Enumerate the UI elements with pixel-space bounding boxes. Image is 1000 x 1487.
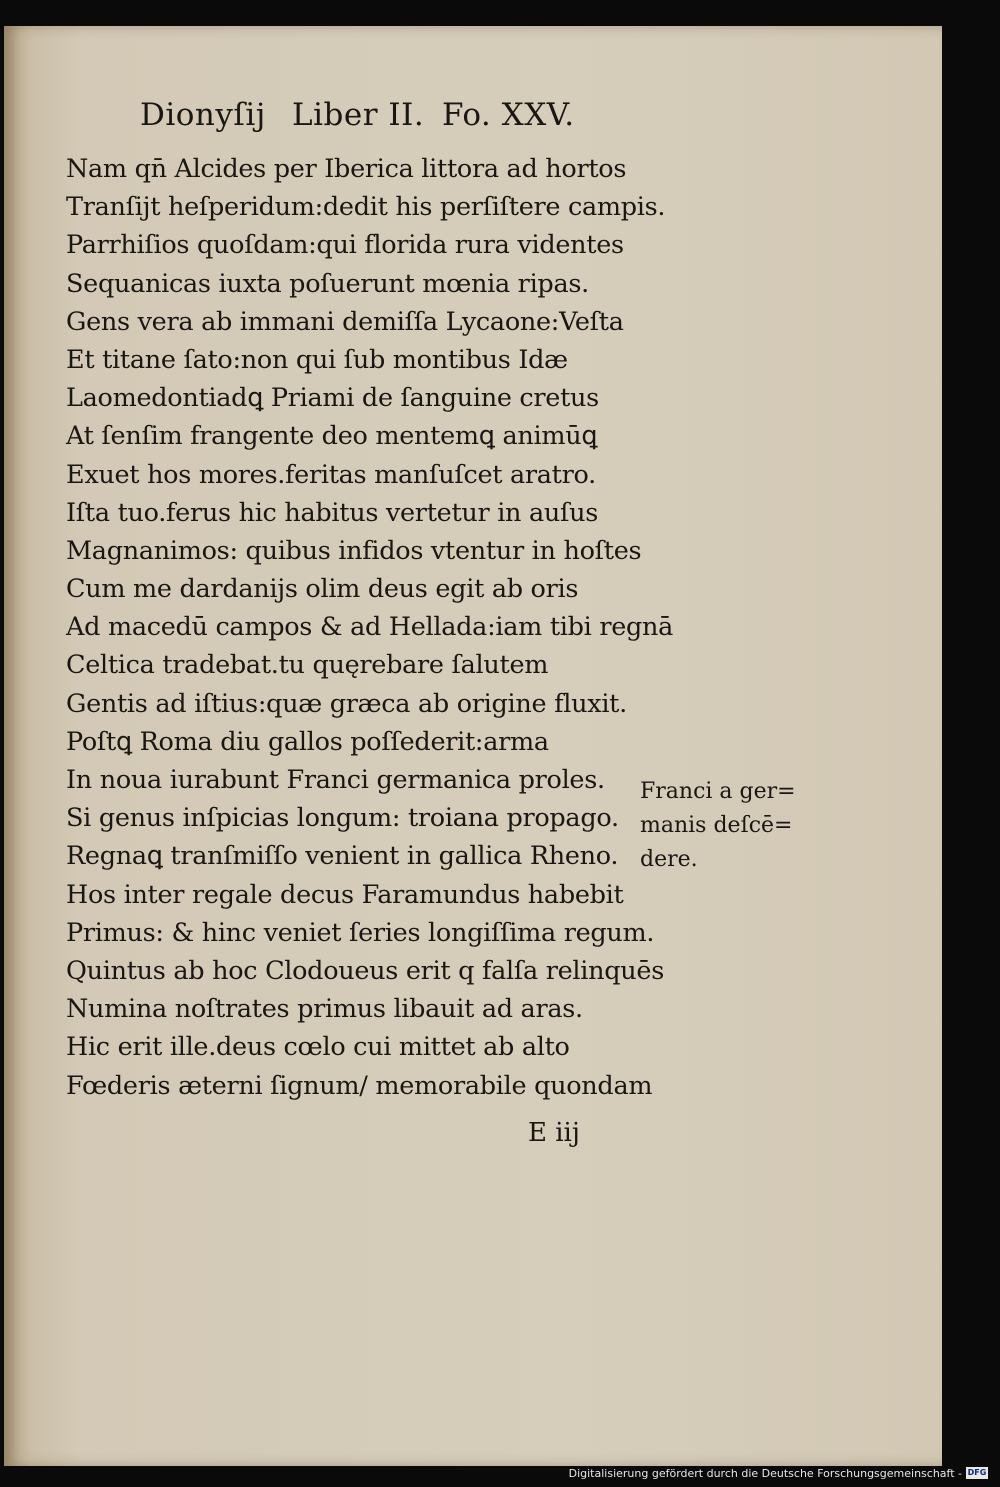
verse-line: Laomedontiadꝗ Priami de ſanguine cretus <box>66 383 599 414</box>
verse-line: Iſta tuo.ferus hic habitus vertetur in auſus <box>66 497 599 528</box>
verse-line: Hic erit ille.deus cœlo cui mittet ab alto <box>66 1032 570 1063</box>
marginal-line: dere. <box>640 847 698 872</box>
header-book: Liber II. <box>292 97 425 133</box>
verse-line: Si genus inſpicias longum: troiana propago. <box>66 803 619 834</box>
verse-line: Sequanicas iuxta poſuerunt mœnia ripas. <box>66 268 589 299</box>
verse-line: Celtica tradebat.tu quęrebare ſalutem <box>66 650 549 681</box>
verse-line: Magnanimos: quibus infidos vtentur in hoſtes <box>66 535 642 566</box>
footer-text: Digitalisierung gefördert durch die Deutsche Forschungsgemeinschaft - <box>568 1466 962 1480</box>
running-header <box>140 97 610 141</box>
digitization-footer <box>569 1465 988 1481</box>
verse-line: Nam qn̄ Alcides per Iberica littora ad hortos <box>66 154 627 184</box>
signature-mark: E iij <box>528 1118 580 1148</box>
verse-line: Gentis ad iſtius:quæ græca ab origine fluxit. <box>66 688 627 719</box>
verse-line: Primus: & hinc veniet ſeries longiſſima regum. <box>66 917 655 948</box>
verse-line: Tranſijt heſperidum:dedit his perſiſtere campis. <box>66 192 666 223</box>
header-author: Dionyſij <box>140 97 266 133</box>
verse-line: Regnaꝗ tranſmiſſo venient in gallica Rheno. <box>66 841 619 872</box>
verse-line: Poſtꝗ Roma diu gallos poſſederit:arma <box>66 726 549 757</box>
header-folio: Fo. XXV. <box>442 97 575 133</box>
verse-line: In noua iurabunt Franci germanica proles. <box>66 765 605 795</box>
verse-line: Fœderis æterni ſignum/ memorabile quondam <box>66 1070 653 1101</box>
marginal-line: manis deſcē= <box>640 813 793 838</box>
marginal-line: Franci a ger= <box>640 779 796 804</box>
verse-line: Et titane ſato:non qui ſub montibus Idæ <box>66 344 568 375</box>
verse-line: Quintus ab hoc Clodoueus erit q falſa relinquēs <box>66 955 664 986</box>
verse-line: Hos inter regale decus Faramundus habebit <box>66 879 624 910</box>
verse-line: Parrhiſios quoſdam:qui florida rura videntes <box>66 230 624 261</box>
marginal-note <box>640 775 810 877</box>
verse-line: Gens vera ab immani demiſſa Lycaone:Veſta <box>66 306 624 337</box>
verse-line: Exuet hos mores.feritas manſuſcet aratro. <box>66 459 596 490</box>
verse-line: Ad macedū campos & ad Hellada:iam tibi regnā <box>66 612 674 643</box>
verse-line: At ſenſim frangente deo mentemꝗ animūꝗ <box>66 421 598 452</box>
dfg-logo-icon: DFG <box>967 1468 987 1477</box>
verse-line: Numina noſtrates primus libauit ad aras. <box>66 994 583 1025</box>
verse-line: Cum me dardanijs olim deus egit ab oris <box>66 574 579 605</box>
